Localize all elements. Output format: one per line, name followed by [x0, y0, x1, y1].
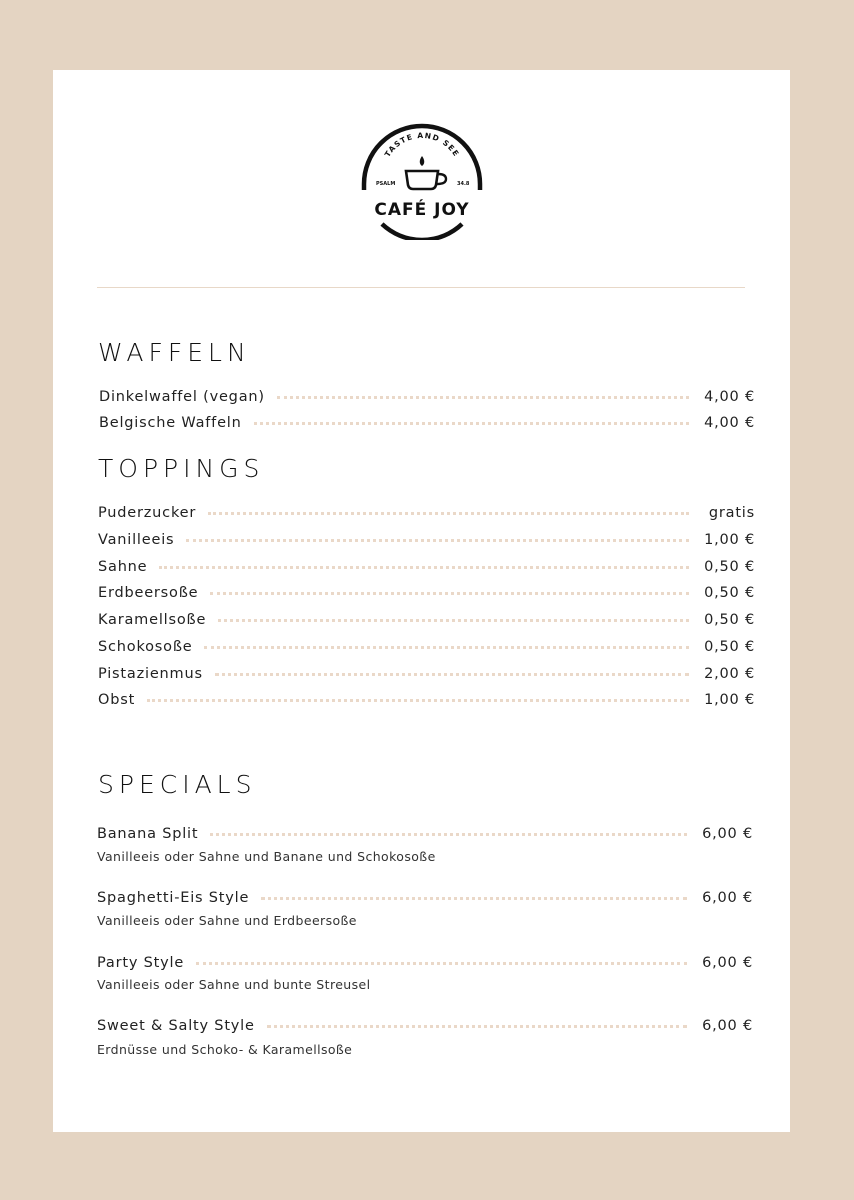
menu-item-row [99, 386, 755, 408]
logo-arc-text: TASTE AND SEE [382, 130, 462, 159]
menu-item-row [98, 502, 755, 524]
item-name: Sweet & Salty Style [97, 1018, 255, 1034]
special-item-row [97, 952, 753, 974]
menu-item-row [98, 529, 755, 551]
menu-item-row [98, 689, 755, 711]
item-name: Party Style [97, 955, 185, 971]
item-price: 1,00 € [704, 692, 755, 708]
logo-left-text: PSALM [376, 181, 396, 187]
special-description: Vanilleeis oder Sahne und Banane und Schokosoße [97, 849, 436, 864]
toppings-heading: TOPPINGS [98, 454, 265, 483]
item-price: 4,00 € [704, 389, 755, 405]
item-price: 6,00 € [702, 1018, 753, 1034]
item-price: 0,50 € [704, 612, 755, 628]
item-name: Spaghetti-Eis Style [97, 890, 250, 906]
item-name: Obst [98, 692, 136, 708]
waffeln-heading: WAFFELN [98, 338, 251, 367]
dot-leader [210, 592, 689, 595]
menu-sheet [53, 70, 790, 1132]
item-name: Dinkelwaffel (vegan) [99, 389, 265, 405]
item-name: Sahne [98, 559, 148, 575]
special-description: Erdnüsse und Schoko- & Karamellsoße [97, 1042, 353, 1057]
special-item-row [97, 1015, 753, 1037]
item-name: Belgische Waffeln [99, 415, 242, 431]
dot-leader [267, 1025, 687, 1028]
header-divider [97, 287, 745, 288]
dot-leader [261, 897, 687, 900]
dot-leader [147, 699, 689, 702]
dot-leader [218, 619, 689, 622]
item-price: 1,00 € [704, 532, 755, 548]
specials-heading: SPECIALS [98, 770, 257, 799]
dot-leader [210, 833, 687, 836]
item-price: 6,00 € [702, 890, 753, 906]
special-description: Vanilleeis oder Sahne und Erdbeersoße [97, 913, 357, 928]
dot-leader [277, 396, 689, 399]
item-name: Erdbeersoße [98, 585, 199, 601]
item-name: Schokosoße [98, 639, 193, 655]
logo-emblem [360, 114, 484, 240]
cafe-joy-logo [360, 114, 484, 240]
item-price: gratis [708, 505, 755, 521]
menu-item-row [99, 412, 755, 434]
item-price: 0,50 € [704, 559, 755, 575]
special-description: Vanilleeis oder Sahne und bunte Streusel [97, 977, 371, 992]
item-name: Karamellsoße [98, 612, 207, 628]
logo-name: CAFÉ JOY [374, 200, 470, 220]
dot-leader [196, 962, 687, 965]
logo-right-text: 34.8 [457, 181, 470, 187]
item-name: Pistazienmus [98, 666, 203, 682]
item-name: Banana Split [97, 826, 199, 842]
menu-item-row [98, 556, 755, 578]
dot-leader [208, 512, 689, 515]
special-item-row [97, 887, 753, 909]
item-price: 0,50 € [704, 585, 755, 601]
menu-item-row [98, 609, 755, 631]
menu-item-row [98, 582, 755, 604]
item-price: 6,00 € [702, 826, 753, 842]
special-item-row [97, 823, 753, 845]
dot-leader [254, 422, 689, 425]
item-price: 0,50 € [704, 639, 755, 655]
item-price: 6,00 € [702, 955, 753, 971]
menu-item-row [98, 636, 755, 658]
dot-leader [215, 673, 689, 676]
item-price: 4,00 € [704, 415, 755, 431]
dot-leader [204, 646, 689, 649]
item-name: Puderzucker [98, 505, 197, 521]
item-price: 2,00 € [704, 666, 755, 682]
menu-item-row [98, 663, 755, 685]
item-name: Vanilleeis [98, 532, 175, 548]
dot-leader [186, 539, 689, 542]
dot-leader [159, 566, 689, 569]
